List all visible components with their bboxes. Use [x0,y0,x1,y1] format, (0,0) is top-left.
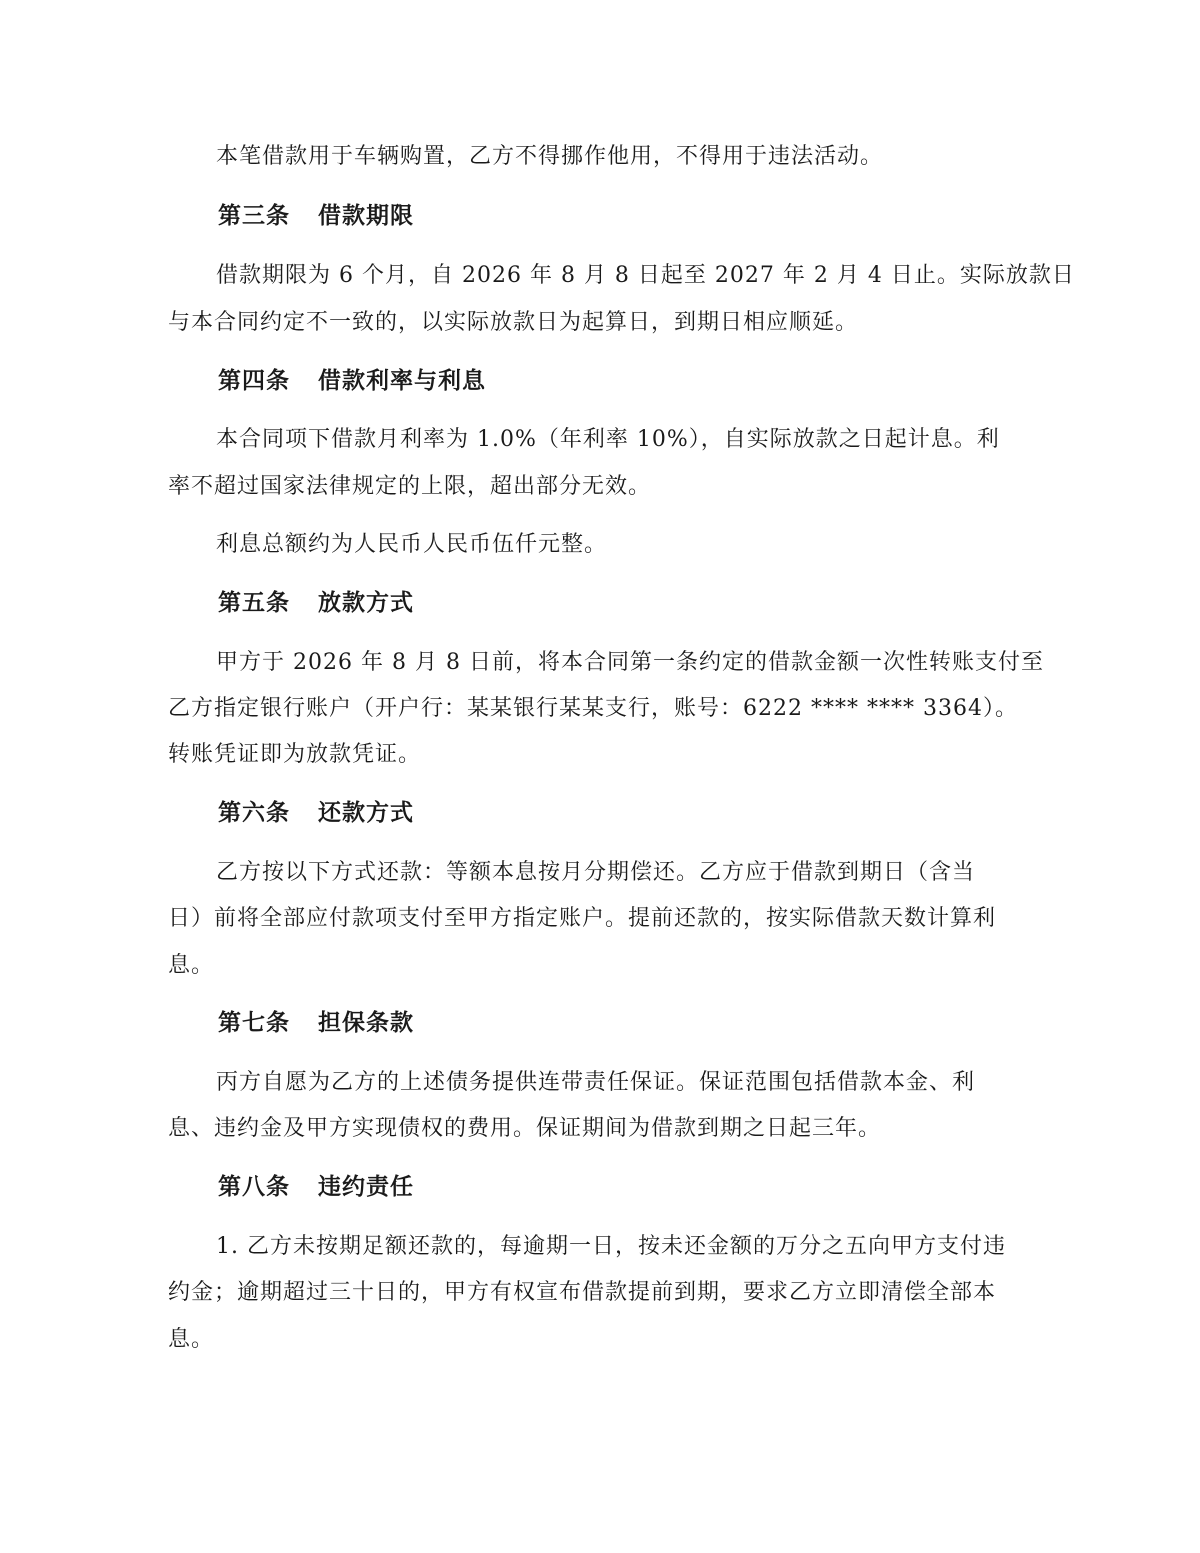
article-8-line-2: 约金；逾期超过三十日的，甲方有权宣布借款提前到期，要求乙方立即清偿全部本 [168,1280,997,1305]
article-4-number: 第四条 [218,367,290,394]
article-8-line-1: 1. 乙方未按期足额还款的，每逾期一日，按未还金额的万分之五向甲方支付违 [216,1234,1006,1259]
loan-purpose-text: 本笔借款用于车辆购置，乙方不得挪作他用，不得用于违法活动。 [216,144,884,169]
article-3-heading [218,201,414,231]
article-4-heading [218,366,486,396]
article-6-line-1: 乙方按以下方式还款：等额本息按月分期偿还。乙方应于借款到期日（含当 [216,860,976,885]
article-4-line-2: 率不超过国家法律规定的上限，超出部分无效。 [168,474,652,499]
article-4-line-1: 本合同项下借款月利率为 1.0%（年利率 10%），自实际放款之日起计息。利 [216,427,1000,452]
article-5-title: 放款方式 [318,589,414,616]
article-6-number: 第六条 [218,799,290,826]
article-6-title: 还款方式 [318,799,414,826]
article-6-line-3: 息。 [168,953,215,978]
article-8-number: 第八条 [218,1173,290,1200]
article-3-number: 第三条 [218,202,290,229]
article-8-heading [218,1172,414,1202]
article-3-line-2: 与本合同约定不一致的，以实际放款日为起算日，到期日相应顺延。 [168,310,859,335]
article-7-number: 第七条 [218,1009,290,1036]
article-7-line-2: 息、违约金及甲方实现债权的费用。保证期间为借款到期之日起三年。 [168,1116,882,1141]
article-7-heading [218,1008,414,1038]
article-6-line-2: 日）前将全部应付款项支付至甲方指定账户。提前还款的，按实际借款天数计算利 [168,906,997,931]
article-5-line-1: 甲方于 2026 年 8 月 8 日前，将本合同第一条约定的借款金额一次性转账支付至 [216,650,1044,675]
article-7-title: 担保条款 [318,1009,414,1036]
article-5-line-2: 乙方指定银行账户（开户行：某某银行某某支行，账号：6222 **** **** 3364）。 [168,696,1018,721]
article-5-line-3: 转账凭证即为放款凭证。 [168,742,422,767]
article-7-line-1: 丙方自愿为乙方的上述债务提供连带责任保证。保证范围包括借款本金、利 [216,1070,976,1095]
article-5-number: 第五条 [218,589,290,616]
article-8-title: 违约责任 [318,1173,414,1200]
article-3-title: 借款期限 [318,202,414,229]
article-4-title: 借款利率与利息 [318,367,486,394]
article-5-heading [218,588,414,618]
article-4-interest-total: 利息总额约为人民币人民币伍仟元整。 [216,532,608,557]
article-6-heading [218,798,414,828]
article-3-line-1: 借款期限为 6 个月，自 2026 年 8 月 8 日起至 2027 年 2 月 4 日止。实际放款日 [216,263,1075,288]
article-8-line-3: 息。 [168,1327,215,1352]
